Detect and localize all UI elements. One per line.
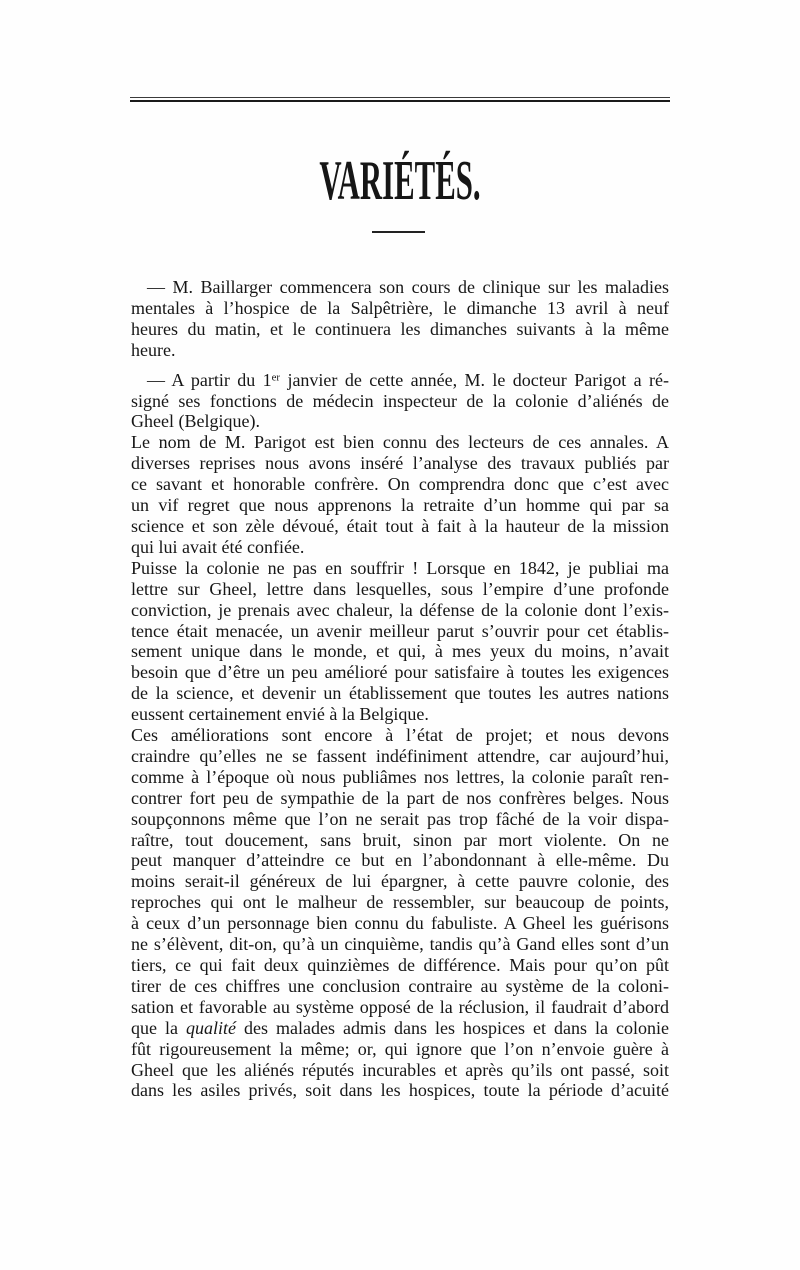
ordinal-superscript: er xyxy=(271,371,281,384)
emphasized-word: qualité xyxy=(186,1017,236,1038)
text-line: tence était menacée, un avenir meilleur parut s’ouvrir pour cet établis- xyxy=(131,620,669,641)
text-line: contrer fort peu de sympathie de la part de nos confrères belges. Nous xyxy=(131,787,669,808)
text-line: Ces améliorations sont encore à l’état de projet; et nous devons xyxy=(131,725,669,746)
text-line: signé ses fonctions de médecin inspecteur de la colonie d’aliénés de xyxy=(131,390,669,411)
paragraph-gheel-improvements xyxy=(131,725,669,1101)
text-line: un vif regret que nous apprenons la retraite d’un homme qui par sa xyxy=(131,495,669,516)
text-line: fût rigoureusement la même; or, qui ignore que l’on n’envoie guère à xyxy=(131,1038,669,1059)
text-line: mentales à l’hospice de la Salpêtrière, le dimanche 13 avril à neuf xyxy=(131,297,669,318)
text-segment: des malades admis dans les hospices et dans la colonie xyxy=(236,1017,669,1038)
text-line: comme à l’époque où nous publiâmes nos lettres, la colonie paraît ren- xyxy=(131,766,669,787)
text-line: ne s’élèvent, dit-on, qu’à un cinquième, tandis qu’à Gand elles sont d’un xyxy=(131,934,669,955)
paragraph-parigot-tribute xyxy=(131,432,669,557)
text-line: — M. Baillarger commencera son cours de clinique sur les maladies xyxy=(147,277,669,297)
section-title: VARIÉTÉS. xyxy=(319,150,481,212)
text-line: peut manquer d’atteindre ce but en l’abondonnant à elle-même. Du xyxy=(131,850,669,871)
text-line: reproches qui ont le malheur de ressembler, sur beaucoup de points, xyxy=(131,892,669,913)
text-segment: — A partir du 1 xyxy=(147,369,272,390)
text-line: Le nom de M. Parigot est bien connu des lecteurs de ces annales. A xyxy=(131,432,669,453)
header-double-rule xyxy=(130,97,670,102)
text-segment: que la xyxy=(131,1017,186,1038)
text-line: heures du matin, et le continuera les dimanches suivants à la même xyxy=(131,318,669,339)
text-line: sement unique dans le monde, et qui, à mes yeux du moins, n’avait xyxy=(131,641,669,662)
paragraph-parigot-resignation xyxy=(131,370,669,433)
text-line: eussent certainement envié à la Belgique. xyxy=(131,704,429,725)
text-line: dans les asiles privés, soit dans les hospices, toute la période d’acuité xyxy=(131,1080,669,1101)
text-line: conviction, je prenais avec chaleur, la défense de la colonie dont l’exis- xyxy=(131,599,669,620)
text-segment: janvier de cette année, M. le docteur Parigot a ré- xyxy=(280,369,669,390)
text-line: de la science, et devenir un établissement que toutes les autres nations xyxy=(131,683,669,704)
text-line: Puisse la colonie ne pas en souffrir ! Lorsque en 1842, je publiai ma xyxy=(131,557,669,578)
text-line: diverses reprises nous avons inséré l’analyse des travaux publiés par xyxy=(131,453,669,474)
text-line xyxy=(131,1018,669,1039)
text-line: tiers, ce qui fait deux quinzièmes de différence. Mais pour qu’on pût xyxy=(131,955,669,975)
text-line xyxy=(131,370,669,391)
text-line: à ceux d’un personnage bien connu du fabuliste. A Gheel les guérisons xyxy=(131,913,669,934)
text-line: Gheel (Belgique). xyxy=(131,411,260,432)
text-line: qui lui avait été confiée. xyxy=(131,536,305,557)
text-line: heure. xyxy=(131,339,176,360)
text-line: Gheel que les aliénés réputés incurables et après qu’ils ont passé, soit xyxy=(131,1059,669,1080)
text-line: science et son zèle dévoué, était tout à fait à la hauteur de la mission xyxy=(131,515,669,536)
title-underline-rule xyxy=(372,231,425,233)
text-line: ce savant et honorable confrère. On comprendra donc que c’est avec xyxy=(131,474,669,495)
paragraph-clinic-announcement xyxy=(131,277,669,361)
text-line: soupçonnons même que l’on ne serait pas trop fâché de la voir dispa- xyxy=(131,808,669,829)
text-line: lettre sur Gheel, lettre dans lesquelles, sous l’empire d’une profonde xyxy=(131,578,669,599)
text-line: raître, tout doucement, sans bruit, sinon par mort violente. On ne xyxy=(131,829,669,850)
text-line: tirer de ces chiffres une conclusion contraire au système de la coloni- xyxy=(131,975,669,996)
text-line: craindre qu’elles ne se fassent indéfiniment attendre, car aujourd’hui, xyxy=(131,745,669,766)
text-line: besoin que d’être un peu amélioré pour satisfaire à toutes les exigences xyxy=(131,662,669,683)
article-body xyxy=(131,277,669,1101)
paragraph-gheel-letter xyxy=(131,558,669,725)
text-line: sation et favorable au système opposé de la réclusion, il faudrait d’abord xyxy=(131,996,669,1017)
text-line: moins serait-il généreux de lui épargner, à cette pauvre colonie, des xyxy=(131,871,669,892)
